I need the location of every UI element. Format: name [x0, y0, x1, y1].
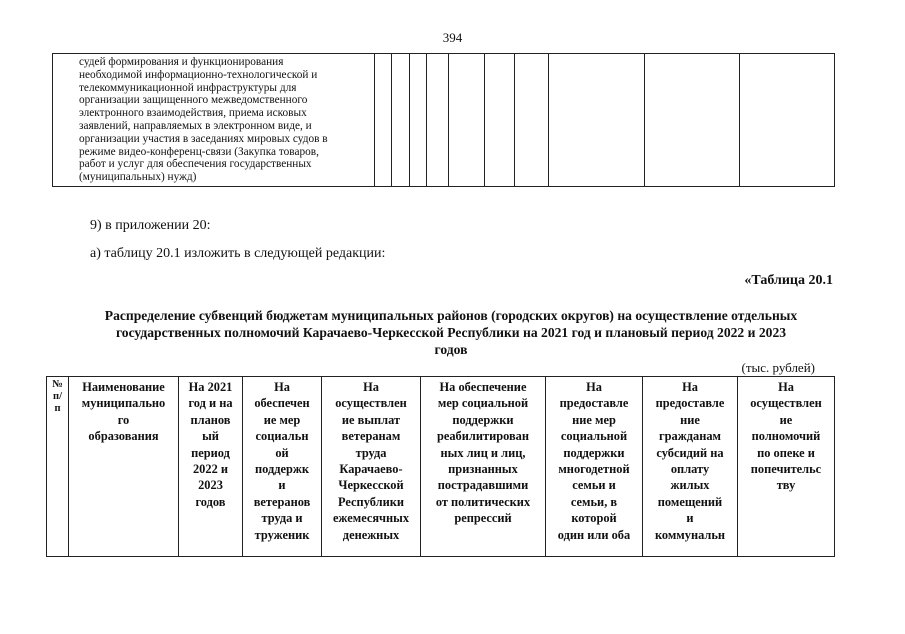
header-line: от политических [435, 494, 531, 509]
heading-line: Распределение субвенций бюджетам муниципальных районов (городских округов) на осуществление отдельных [104, 308, 798, 323]
empty-cell [449, 54, 485, 187]
header-line: 2022 и [192, 462, 229, 477]
header-line: муниципально [81, 396, 166, 411]
header-line: Республики [338, 494, 404, 509]
header-line: ветеранам [341, 429, 401, 444]
row-description [53, 54, 375, 187]
header-line: осуществлен [750, 396, 822, 411]
header-line: ежемесячных [332, 511, 410, 526]
header-line: ой [275, 445, 289, 460]
header-line: На [778, 380, 794, 394]
column-header-period [179, 377, 243, 557]
header-line: которой [571, 511, 617, 526]
column-header-large-families [546, 377, 643, 557]
empty-cell [375, 54, 392, 187]
header-line: гражданам [659, 429, 721, 444]
header-line: труда [355, 445, 387, 460]
column-header-veterans-payments [322, 377, 421, 557]
page-number: 394 [442, 30, 463, 45]
empty-cell [549, 54, 645, 187]
header-line: ветеранов [253, 494, 311, 509]
header-line: мер социальной [437, 396, 529, 411]
header-line: п/ [53, 391, 62, 402]
header-line: го [117, 412, 130, 427]
column-header-number [47, 377, 69, 557]
header-line: осуществлен [335, 396, 407, 411]
empty-cell [485, 54, 515, 187]
column-header-guardianship [738, 377, 835, 557]
header-line: поддержк [254, 462, 310, 477]
header-line: поддержки [452, 412, 514, 427]
header-line: репрессий [454, 511, 512, 526]
header-line: Карачаево- [339, 462, 403, 477]
units-label: (тыс. рублей) [741, 360, 815, 375]
header-line: семьи, в [570, 494, 618, 509]
table-heading [40, 307, 862, 358]
description-line: работ и услуг для обеспечения государственных [79, 158, 312, 171]
empty-cell [740, 54, 835, 187]
header-line: планов [190, 412, 231, 427]
header-line: один или оба [557, 527, 631, 542]
header-line: На [586, 380, 602, 394]
header-line: социальн [255, 429, 309, 444]
header-line: предоставле [655, 396, 725, 411]
header-line: ие [779, 412, 793, 427]
header-line: оплату [670, 462, 710, 477]
description-line: необходимой информационно-технологической и [79, 68, 318, 81]
paragraph-instruction: а) таблицу 20.1 изложить в следующей редакции: [90, 246, 386, 261]
description-line: судей формирования и функционирования [79, 56, 284, 68]
header-line: денежных [342, 527, 400, 542]
table-row [53, 54, 835, 187]
header-line: обеспечен [254, 396, 310, 411]
header-line: № [52, 379, 63, 390]
empty-cell [645, 54, 740, 187]
description-line: организации защищенного межведомственного [79, 94, 308, 107]
header-line: На [274, 380, 290, 394]
header-line: 2023 [198, 478, 223, 493]
column-header-municipality [69, 377, 179, 557]
table-label: «Таблица 20.1 [744, 273, 833, 288]
empty-cell [427, 54, 449, 187]
table-header-row [47, 377, 835, 557]
header-line: период [191, 445, 230, 460]
header-line: признанных [448, 462, 518, 477]
header-line: ние мер [572, 412, 616, 427]
subvention-table [46, 376, 835, 557]
header-line: по опеке и [757, 445, 815, 460]
header-line: год и на [188, 396, 233, 411]
header-line: труженик [254, 527, 310, 542]
description-line: режиме видео-конференц-связи (Закупка товаров, [79, 145, 319, 158]
header-line: ных лиц и лиц, [440, 445, 526, 460]
header-line: субсидий на [656, 445, 724, 460]
continued-table [52, 53, 835, 187]
column-header-veterans-support [243, 377, 322, 557]
header-line: пострадавшими [437, 478, 529, 493]
description-line: (муниципальных) нужд) [79, 171, 197, 184]
header-line: ый [202, 429, 219, 444]
header-line: социальной [560, 429, 628, 444]
header-line: помещений [657, 494, 723, 509]
empty-cell [410, 54, 427, 187]
header-line: Наименование [82, 380, 165, 394]
header-line: многодетной [558, 462, 630, 477]
header-line: На 2021 [188, 380, 233, 394]
header-line: На [363, 380, 379, 394]
header-line: попечительс [750, 462, 822, 477]
header-line: п [54, 403, 61, 414]
description-line: телекоммуникационной инфраструктуры для [79, 81, 297, 94]
description-line: электронного взаимодействия, приема исковых [79, 107, 307, 120]
paragraph-appendix: 9) в приложении 20: [90, 218, 211, 233]
empty-cell [392, 54, 410, 187]
description-line: заявлений, направляемых в электронном виде, и [79, 119, 312, 132]
header-line: На обеспечение [439, 380, 527, 394]
column-header-rehabilitated [421, 377, 546, 557]
description-line: организации участия в заседаниях мировых судов в [79, 132, 328, 145]
header-line: Черкесской [338, 478, 404, 493]
header-line: На [682, 380, 698, 394]
header-line: ие мер [263, 412, 301, 427]
header-line: поддержки [563, 445, 625, 460]
header-line: полномочий [751, 429, 821, 444]
header-line: жилых [670, 478, 710, 493]
header-line: труда и [261, 511, 303, 526]
header-line: предоставле [559, 396, 629, 411]
header-line: ие выплат [341, 412, 401, 427]
header-line: образования [88, 429, 159, 444]
header-line: реабилитирован [436, 429, 530, 444]
heading-line: годов [434, 342, 468, 357]
header-line: семьи и [572, 478, 616, 493]
empty-cell [515, 54, 549, 187]
header-line: тву [776, 478, 796, 493]
column-header-housing-subsidies [643, 377, 738, 557]
header-line: годов [195, 494, 226, 509]
header-line: и [278, 478, 286, 493]
header-line: коммунальн [654, 527, 726, 542]
header-line: и [686, 511, 694, 526]
heading-line: государственных полномочий Карачаево-Черкесской Республики на 2021 год и плановый период 2022 и 2023 [115, 325, 787, 340]
header-line: ние [680, 412, 700, 427]
